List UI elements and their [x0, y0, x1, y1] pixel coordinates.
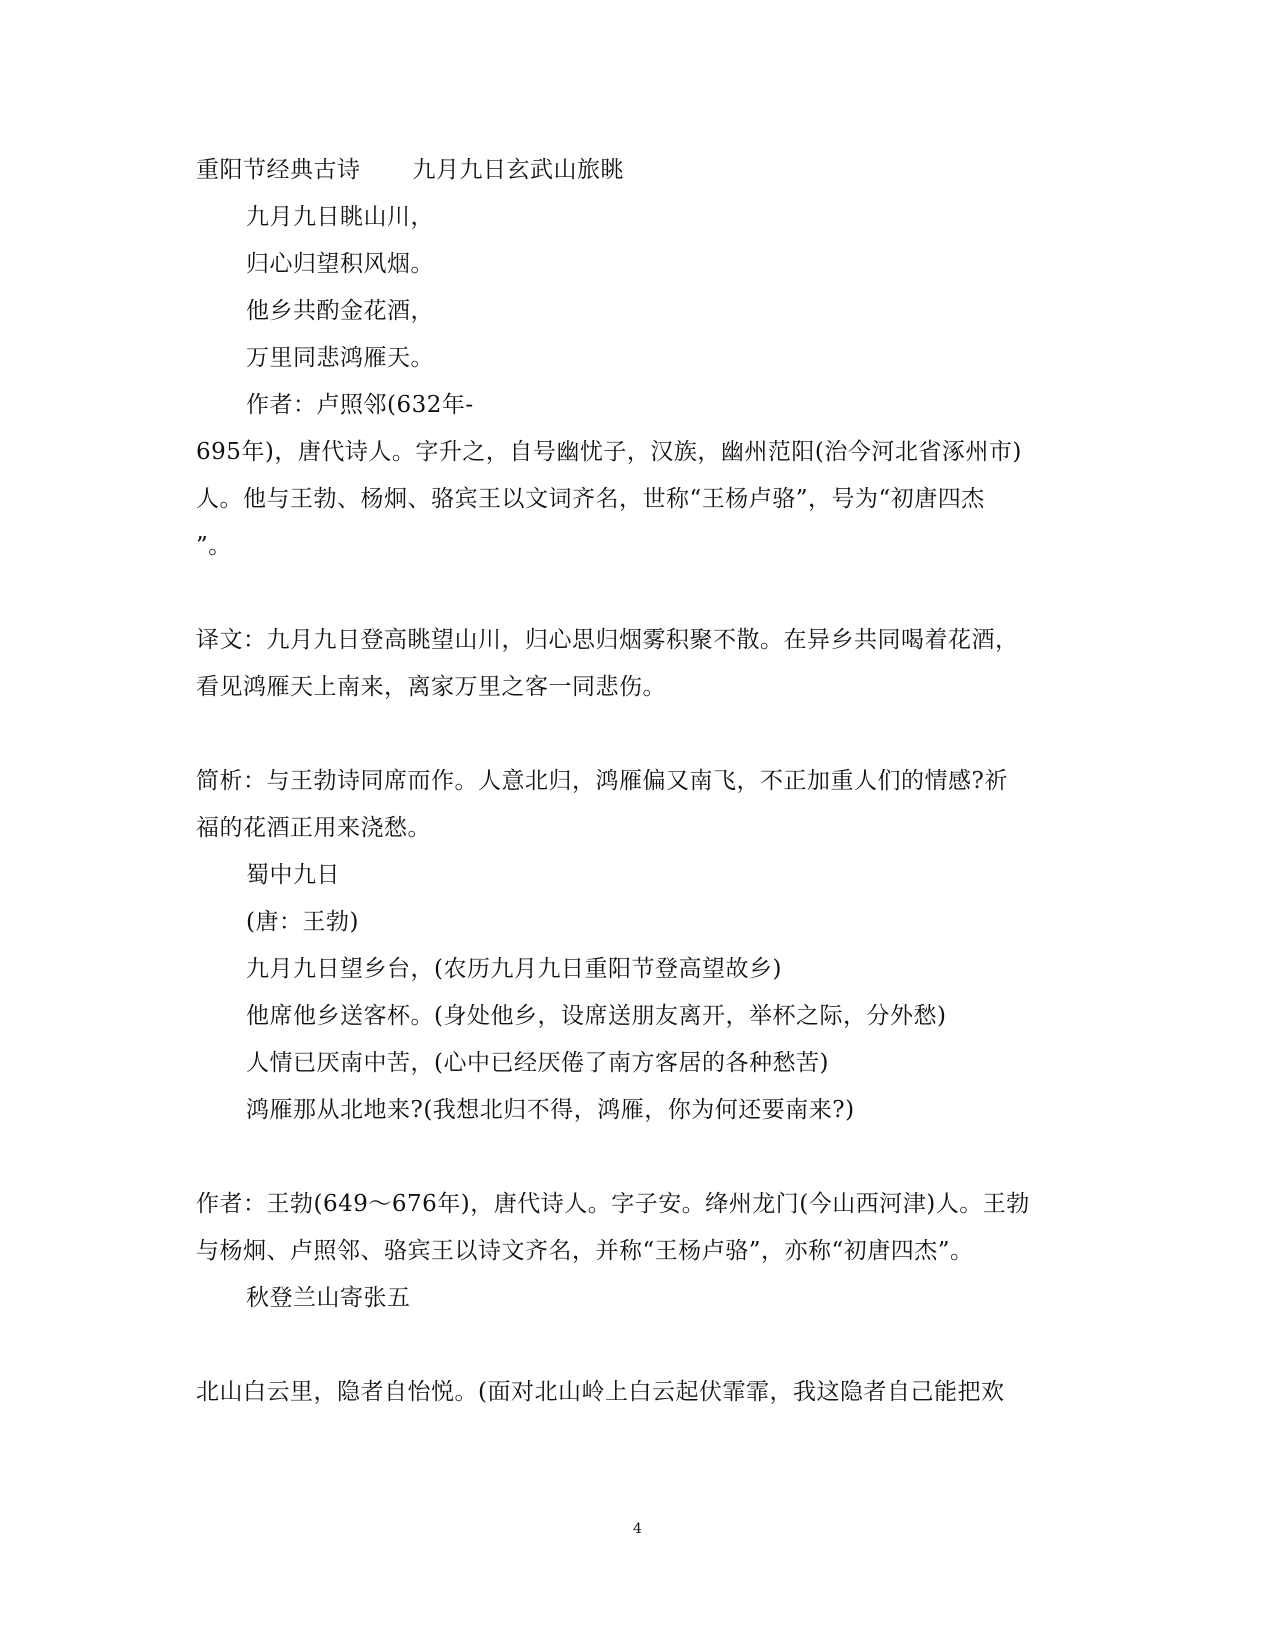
translation1-line-2: 看见鸿雁天上南来，离家万里之客一同悲伤。 [196, 674, 666, 700]
translation1-line-1: 译文：九月九日登高眺望山川，归心思归烟雾积聚不散。在异乡共同喝着花酒， [196, 627, 1019, 653]
poem1-line-4: 万里同悲鸿雁天。 [246, 345, 434, 371]
poem2-line-2: 他席他乡送客杯。(身处他乡，设席送朋友离开，举杯之际，分外愁) [246, 1003, 947, 1029]
poem1-line-2: 归心归望积风烟。 [246, 251, 434, 277]
author1-line-2: 695年)，唐代诗人。字升之，自号幽忧子，汉族，幽州范阳(治今河北省涿州市) [196, 439, 1022, 465]
poem2-line-1: 九月九日望乡台，(农历九月九日重阳节登高望故乡) [246, 956, 782, 982]
doc-title [196, 155, 624, 185]
poem2-author: (唐：王勃) [246, 909, 359, 935]
poem1-line-3: 他乡共酌金花酒， [246, 298, 434, 324]
poem3-title: 秋登兰山寄张五 [246, 1285, 411, 1311]
poem2-line-4: 鸿雁那从北地来?(我想北归不得，鸿雁，你为何还要南来?) [246, 1097, 855, 1123]
poem2-title: 蜀中九日 [246, 862, 340, 888]
poem2-line-3: 人情已厌南中苦，(心中已经厌倦了南方客居的各种愁苦) [246, 1050, 829, 1076]
poem1-line-1: 九月九日眺山川， [246, 204, 434, 230]
author1-line-3: 人。他与王勃、杨炯、骆宾王以文词齐名，世称“王杨卢骆”，号为“初唐四杰 [196, 486, 985, 512]
author2-line-2: 与杨炯、卢照邻、骆宾王以诗文齐名，并称“王杨卢骆”，亦称“初唐四杰”。 [196, 1238, 974, 1264]
doc-title-right: 九月九日玄武山旅眺 [412, 157, 624, 183]
page-number: 4 [633, 1521, 642, 1537]
analysis1-line-2: 福的花酒正用来浇愁。 [196, 815, 431, 841]
doc-title-left: 重阳节经典古诗 [196, 157, 361, 183]
author2-line-1: 作者：王勃(649～676年)，唐代诗人。字子安。绛州龙门(今山西河津)人。王勃 [196, 1191, 1030, 1217]
author1-line-1: 作者：卢照邻(632年- [246, 392, 474, 418]
analysis1-line-1: 简析：与王勃诗同席而作。人意北归，鸿雁偏又南飞，不正加重人们的情感?祈 [196, 768, 1008, 794]
poem3-line-1: 北山白云里，隐者自怡悦。(面对北山岭上白云起伏霏霏，我这隐者自己能把欢 [196, 1379, 1005, 1405]
author1-line-4: ”。 [196, 533, 232, 559]
